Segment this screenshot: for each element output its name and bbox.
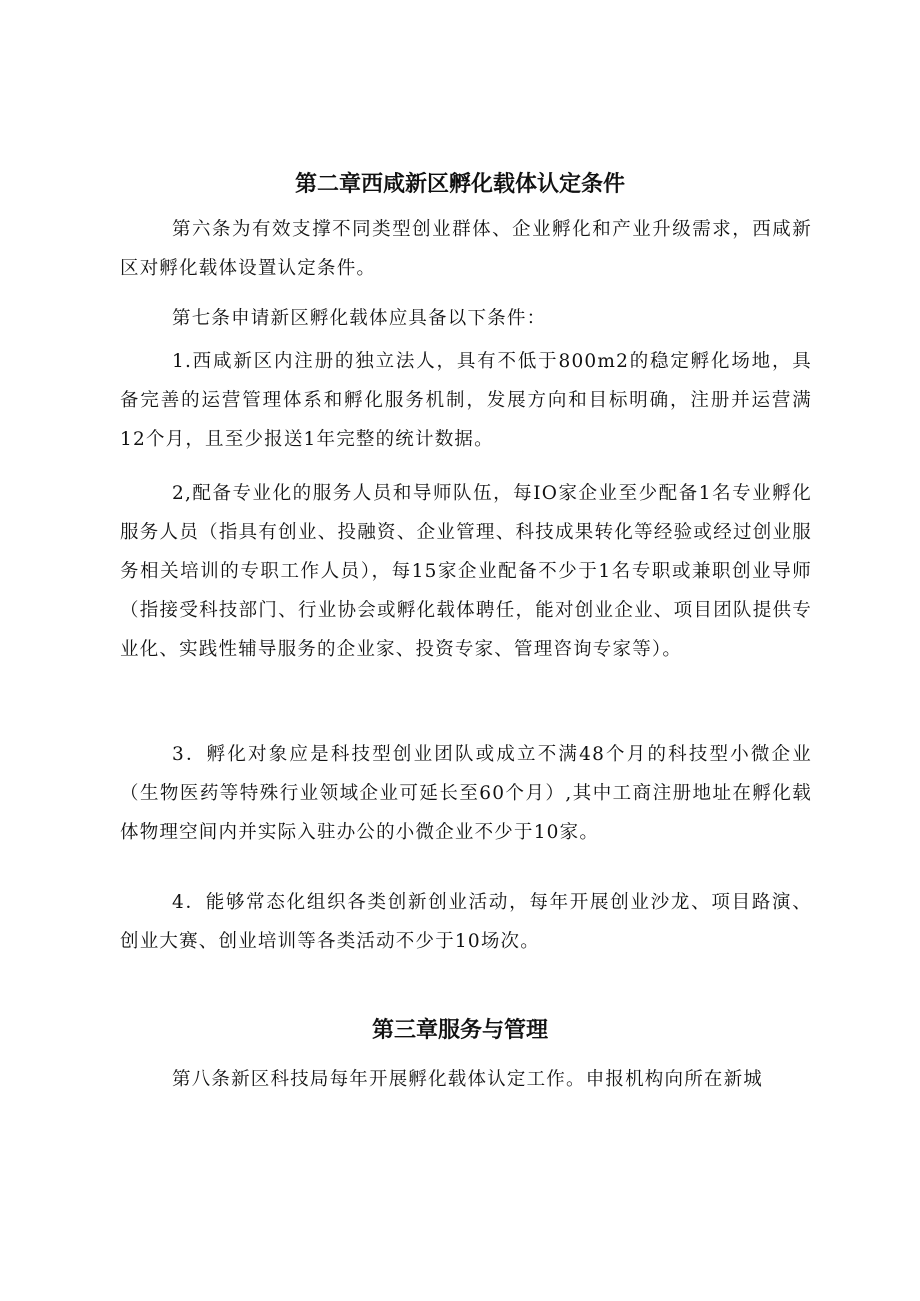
article-8-paragraph: 第八条新区科技局每年开展孵化载体认定工作。申报机构向所在新城 bbox=[172, 1069, 764, 1090]
article-6-paragraph: 第六条为有效支撑不同类型创业群体、企业孵化和产业升级需求，西咸新区对孵化载体设置认定条件。 bbox=[120, 219, 812, 279]
condition-1-paragraph: 1.西咸新区内注册的独立法人，具有不低于800m2的稳定孵化场地，具备完善的运营管理体系和孵化服务机制，发展方向和目标明确，注册并运营满12个月，且至少报送1年完整的统计数据。 bbox=[120, 351, 812, 450]
condition-3-paragraph: 3．孵化对象应是科技型创业团队或成立不满48个月的科技型小微企业（生物医药等特殊行业领域企业可延长至60个月）,其中工商注册地址在孵化载体物理空间内并实际入驻办公的小微企业不少于10家。 bbox=[120, 744, 812, 843]
article-7-paragraph: 第七条申请新区孵化载体应具备以下条件： bbox=[172, 308, 547, 329]
condition-2-paragraph: 2,配备专业化的服务人员和导师队伍，每IO家企业至少配备1名专业孵化服务人员（指具有创业、投融资、企业管理、科技成果转化等经验或经过创业服务相关培训的专职工作人员），每15家企业配备不少于1名专职或兼职创业导师（指接受科技部门、行业协会或孵化载体聘任，能对创业企业、项目团队提供专业化、实践性辅导服务的企业家、投资专家、管理咨询专家等）。 bbox=[120, 483, 812, 660]
chapter-3-heading: 第三章服务与管理 bbox=[371, 1018, 548, 1043]
condition-4-paragraph: 4．能够常态化组织各类创新创业活动，每年开展创业沙龙、项目路演、创业大赛、创业培训等各类活动不少于10场次。 bbox=[120, 892, 812, 952]
chapter-2-heading: 第二章西咸新区孵化载体认定条件 bbox=[294, 172, 625, 197]
